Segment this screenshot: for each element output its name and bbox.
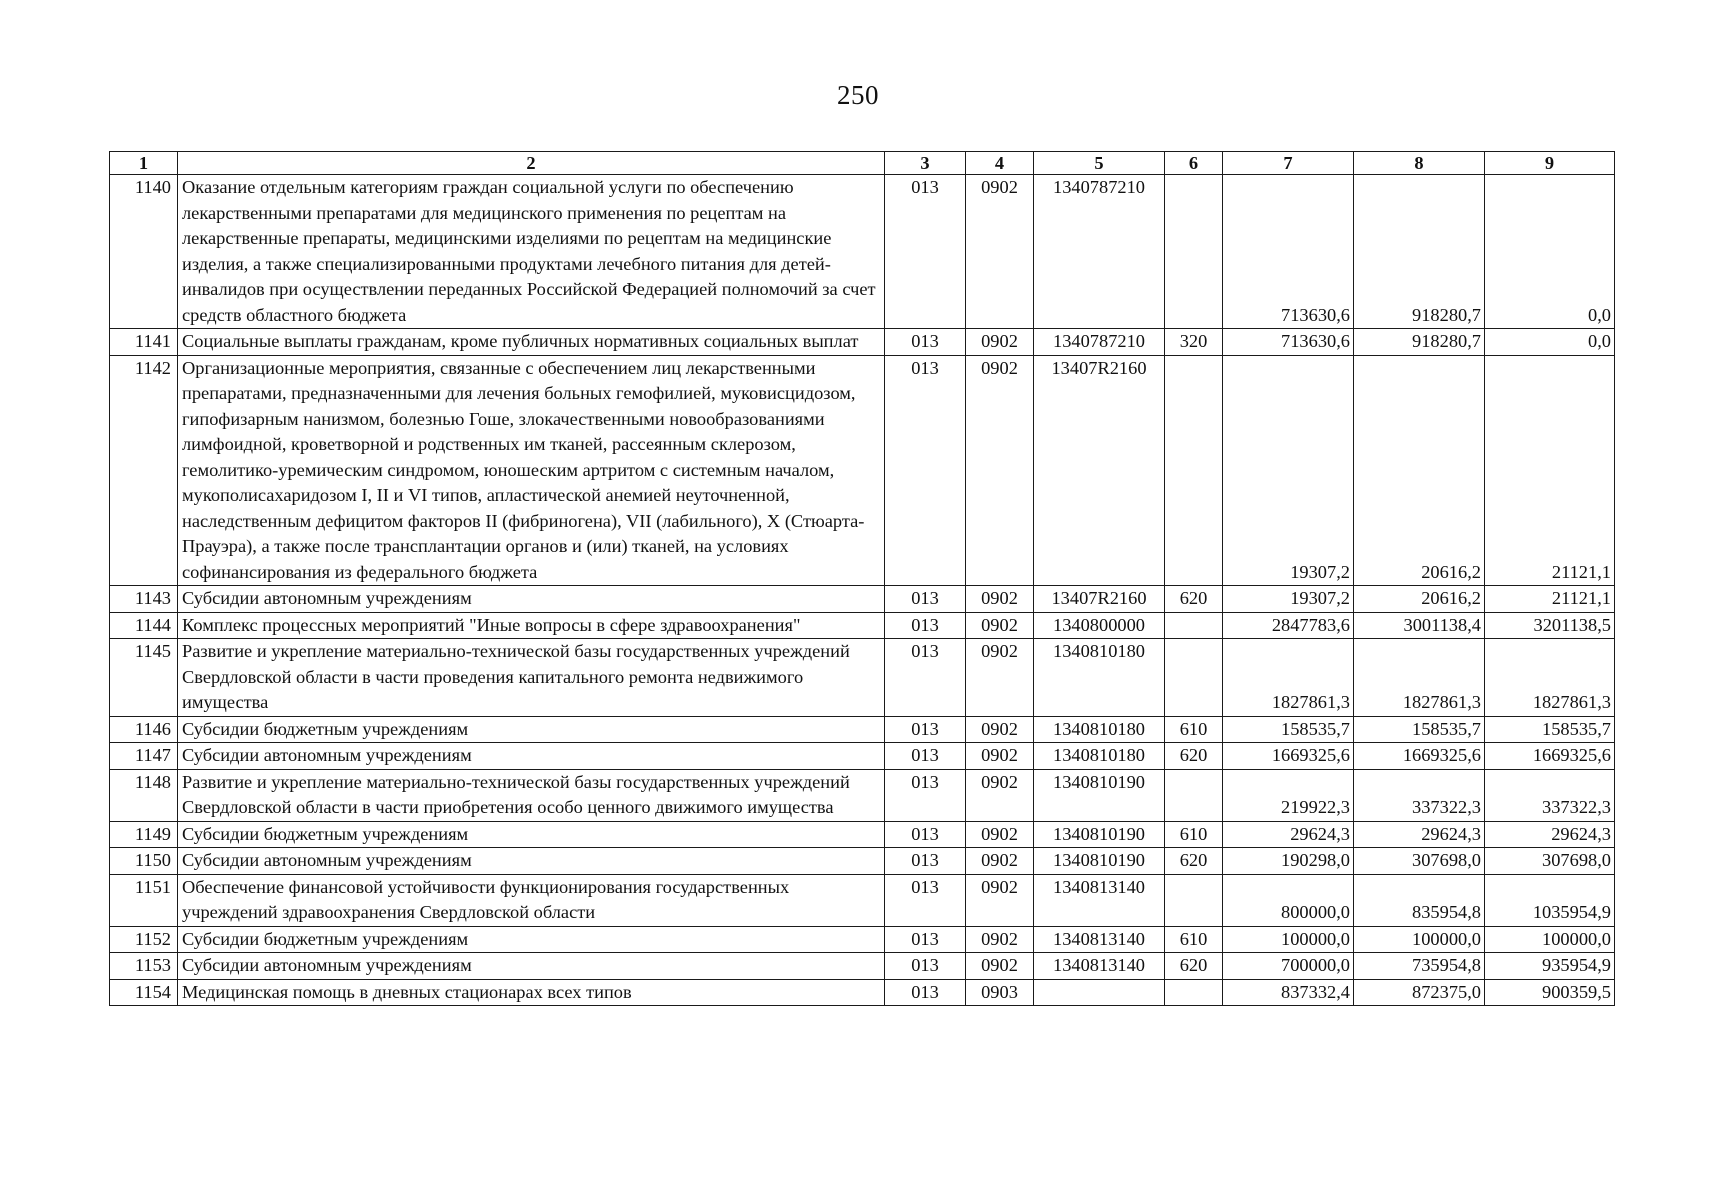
amount-year-1: 19307,2 bbox=[1223, 355, 1354, 586]
ministry-code: 013 bbox=[885, 979, 966, 1006]
table-row bbox=[110, 612, 1615, 639]
row-number: 1148 bbox=[110, 769, 178, 821]
amount-year-1: 713630,6 bbox=[1223, 329, 1354, 356]
target-article-code: 1340800000 bbox=[1034, 612, 1165, 639]
table-row bbox=[110, 586, 1615, 613]
table-header bbox=[110, 152, 1615, 175]
table-row bbox=[110, 926, 1615, 953]
row-number: 1146 bbox=[110, 716, 178, 743]
amount-year-2: 918280,7 bbox=[1354, 329, 1485, 356]
amount-year-2: 835954,8 bbox=[1354, 874, 1485, 926]
ministry-code: 013 bbox=[885, 329, 966, 356]
ministry-code: 013 bbox=[885, 874, 966, 926]
amount-year-3: 21121,1 bbox=[1485, 355, 1615, 586]
column-header: 2 bbox=[178, 152, 885, 175]
header-row bbox=[110, 152, 1615, 175]
amount-year-1: 1827861,3 bbox=[1223, 639, 1354, 717]
amount-year-1: 100000,0 bbox=[1223, 926, 1354, 953]
amount-year-1: 19307,2 bbox=[1223, 586, 1354, 613]
row-number: 1152 bbox=[110, 926, 178, 953]
amount-year-2: 20616,2 bbox=[1354, 355, 1485, 586]
ministry-code: 013 bbox=[885, 175, 966, 329]
amount-year-3: 1035954,9 bbox=[1485, 874, 1615, 926]
table-row bbox=[110, 175, 1615, 329]
amount-year-1: 1669325,6 bbox=[1223, 743, 1354, 770]
expense-type-code bbox=[1165, 175, 1223, 329]
target-article-code: 1340813140 bbox=[1034, 953, 1165, 980]
amount-year-3: 29624,3 bbox=[1485, 821, 1615, 848]
budget-table bbox=[109, 151, 1615, 1006]
table-row bbox=[110, 848, 1615, 875]
amount-year-3: 337322,3 bbox=[1485, 769, 1615, 821]
target-article-code: 13407R2160 bbox=[1034, 586, 1165, 613]
expense-type-code: 620 bbox=[1165, 743, 1223, 770]
target-article-code: 1340787210 bbox=[1034, 329, 1165, 356]
section-code: 0902 bbox=[966, 329, 1034, 356]
ministry-code: 013 bbox=[885, 848, 966, 875]
table-row bbox=[110, 743, 1615, 770]
section-code: 0902 bbox=[966, 821, 1034, 848]
amount-year-3: 0,0 bbox=[1485, 329, 1615, 356]
column-header: 9 bbox=[1485, 152, 1615, 175]
expense-name: Обеспечение финансовой устойчивости функционирования государственных учреждений здравоохранения Свердловской области bbox=[178, 874, 885, 926]
target-article-code: 1340810190 bbox=[1034, 848, 1165, 875]
amount-year-3: 3201138,5 bbox=[1485, 612, 1615, 639]
row-number: 1142 bbox=[110, 355, 178, 586]
amount-year-1: 800000,0 bbox=[1223, 874, 1354, 926]
table-body bbox=[110, 175, 1615, 1006]
target-article-code: 1340810180 bbox=[1034, 743, 1165, 770]
expense-name: Развитие и укрепление материально-технической базы государственных учреждений Свердловской области в части проведения капитального ремонта недвижимого имущества bbox=[178, 639, 885, 717]
column-header: 8 bbox=[1354, 152, 1485, 175]
target-article-code: 1340813140 bbox=[1034, 926, 1165, 953]
amount-year-2: 337322,3 bbox=[1354, 769, 1485, 821]
target-article-code: 13407R2160 bbox=[1034, 355, 1165, 586]
expense-type-code bbox=[1165, 769, 1223, 821]
amount-year-1: 2847783,6 bbox=[1223, 612, 1354, 639]
section-code: 0902 bbox=[966, 586, 1034, 613]
amount-year-1: 190298,0 bbox=[1223, 848, 1354, 875]
amount-year-3: 158535,7 bbox=[1485, 716, 1615, 743]
row-number: 1153 bbox=[110, 953, 178, 980]
expense-name: Субсидии автономным учреждениям bbox=[178, 743, 885, 770]
amount-year-1: 713630,6 bbox=[1223, 175, 1354, 329]
expense-type-code bbox=[1165, 355, 1223, 586]
ministry-code: 013 bbox=[885, 743, 966, 770]
table-row bbox=[110, 874, 1615, 926]
amount-year-2: 20616,2 bbox=[1354, 586, 1485, 613]
expense-type-code: 610 bbox=[1165, 926, 1223, 953]
expense-type-code bbox=[1165, 979, 1223, 1006]
amount-year-3: 1827861,3 bbox=[1485, 639, 1615, 717]
target-article-code: 1340787210 bbox=[1034, 175, 1165, 329]
amount-year-2: 1669325,6 bbox=[1354, 743, 1485, 770]
row-number: 1151 bbox=[110, 874, 178, 926]
target-article-code: 1340810190 bbox=[1034, 821, 1165, 848]
ministry-code: 013 bbox=[885, 612, 966, 639]
amount-year-1: 837332,4 bbox=[1223, 979, 1354, 1006]
row-number: 1145 bbox=[110, 639, 178, 717]
expense-name: Субсидии автономным учреждениям bbox=[178, 953, 885, 980]
expense-type-code: 620 bbox=[1165, 586, 1223, 613]
amount-year-1: 700000,0 bbox=[1223, 953, 1354, 980]
section-code: 0902 bbox=[966, 848, 1034, 875]
expense-name: Развитие и укрепление материально-технической базы государственных учреждений Свердловской области в части приобретения особо ценного движимого имущества bbox=[178, 769, 885, 821]
expense-name: Медицинская помощь в дневных стационарах всех типов bbox=[178, 979, 885, 1006]
column-header: 7 bbox=[1223, 152, 1354, 175]
amount-year-2: 100000,0 bbox=[1354, 926, 1485, 953]
table-row bbox=[110, 979, 1615, 1006]
amount-year-2: 158535,7 bbox=[1354, 716, 1485, 743]
expense-name: Оказание отдельным категориям граждан социальной услуги по обеспечению лекарственными препаратами для медицинского применения по рецептам на лекарственные препараты, медицинскими изделиями по рецептам на медицинские изделия, а также специализированными продуктами лечебного питания для детей-инвалидов при осуществлении переданных Российской Федерацией полномочий за счет средств областного бюджета bbox=[178, 175, 885, 329]
expense-type-code: 620 bbox=[1165, 953, 1223, 980]
row-number: 1149 bbox=[110, 821, 178, 848]
expense-type-code: 610 bbox=[1165, 716, 1223, 743]
amount-year-3: 935954,9 bbox=[1485, 953, 1615, 980]
row-number: 1140 bbox=[110, 175, 178, 329]
table-row bbox=[110, 953, 1615, 980]
amount-year-3: 1669325,6 bbox=[1485, 743, 1615, 770]
expense-name: Субсидии бюджетным учреждениям bbox=[178, 821, 885, 848]
target-article-code: 1340810180 bbox=[1034, 639, 1165, 717]
row-number: 1143 bbox=[110, 586, 178, 613]
amount-year-2: 3001138,4 bbox=[1354, 612, 1485, 639]
amount-year-2: 735954,8 bbox=[1354, 953, 1485, 980]
column-header: 1 bbox=[110, 152, 178, 175]
section-code: 0902 bbox=[966, 612, 1034, 639]
section-code: 0903 bbox=[966, 979, 1034, 1006]
section-code: 0902 bbox=[966, 926, 1034, 953]
amount-year-2: 29624,3 bbox=[1354, 821, 1485, 848]
target-article-code: 1340813140 bbox=[1034, 874, 1165, 926]
table-row bbox=[110, 716, 1615, 743]
expense-name: Субсидии бюджетным учреждениям bbox=[178, 716, 885, 743]
expense-name: Организационные мероприятия, связанные с обеспечением лиц лекарственными препаратами, предназначенными для лечения больных гемофилией, муковисцидозом, гипофизарным нанизмом, болезнью Гоше, злокачественными новообразованиями лимфоидной, кроветворной и родственных им тканей, рассеянным склерозом, гемолитико-уремическим синдромом, юношеским артритом с системным началом, мукополисахаридозом I, II и VI типов, апластической анемией неуточненной, наследственным дефицитом факторов II (фибриногена), VII (лабильного), X (Стюарта-Прауэра), а также после трансплантации органов и (или) тканей, на условиях софинансирования из федерального бюджета bbox=[178, 355, 885, 586]
ministry-code: 013 bbox=[885, 716, 966, 743]
ministry-code: 013 bbox=[885, 355, 966, 586]
expense-type-code bbox=[1165, 639, 1223, 717]
table-row bbox=[110, 639, 1615, 717]
ministry-code: 013 bbox=[885, 769, 966, 821]
section-code: 0902 bbox=[966, 639, 1034, 717]
expense-name: Комплекс процессных мероприятий "Иные вопросы в сфере здравоохранения" bbox=[178, 612, 885, 639]
expense-type-code bbox=[1165, 874, 1223, 926]
section-code: 0902 bbox=[966, 716, 1034, 743]
amount-year-3: 307698,0 bbox=[1485, 848, 1615, 875]
table-row bbox=[110, 821, 1615, 848]
amount-year-3: 0,0 bbox=[1485, 175, 1615, 329]
ministry-code: 013 bbox=[885, 586, 966, 613]
amount-year-3: 100000,0 bbox=[1485, 926, 1615, 953]
table-row bbox=[110, 329, 1615, 356]
row-number: 1144 bbox=[110, 612, 178, 639]
row-number: 1141 bbox=[110, 329, 178, 356]
amount-year-2: 307698,0 bbox=[1354, 848, 1485, 875]
section-code: 0902 bbox=[966, 175, 1034, 329]
column-header: 6 bbox=[1165, 152, 1223, 175]
expense-name: Субсидии автономным учреждениям bbox=[178, 586, 885, 613]
section-code: 0902 bbox=[966, 743, 1034, 770]
target-article-code: 1340810180 bbox=[1034, 716, 1165, 743]
table-row bbox=[110, 355, 1615, 586]
ministry-code: 013 bbox=[885, 926, 966, 953]
expense-name: Субсидии автономным учреждениям bbox=[178, 848, 885, 875]
amount-year-2: 1827861,3 bbox=[1354, 639, 1485, 717]
column-header: 5 bbox=[1034, 152, 1165, 175]
row-number: 1150 bbox=[110, 848, 178, 875]
amount-year-3: 900359,5 bbox=[1485, 979, 1615, 1006]
page-number: 250 bbox=[837, 80, 879, 110]
column-header: 4 bbox=[966, 152, 1034, 175]
amount-year-1: 219922,3 bbox=[1223, 769, 1354, 821]
section-code: 0902 bbox=[966, 953, 1034, 980]
expense-type-code bbox=[1165, 612, 1223, 639]
expense-type-code: 320 bbox=[1165, 329, 1223, 356]
section-code: 0902 bbox=[966, 874, 1034, 926]
row-number: 1147 bbox=[110, 743, 178, 770]
expense-type-code: 610 bbox=[1165, 821, 1223, 848]
expense-name: Субсидии бюджетным учреждениям bbox=[178, 926, 885, 953]
amount-year-1: 158535,7 bbox=[1223, 716, 1354, 743]
amount-year-2: 872375,0 bbox=[1354, 979, 1485, 1006]
ministry-code: 013 bbox=[885, 953, 966, 980]
amount-year-3: 21121,1 bbox=[1485, 586, 1615, 613]
target-article-code bbox=[1034, 979, 1165, 1006]
column-header: 3 bbox=[885, 152, 966, 175]
expense-name: Социальные выплаты гражданам, кроме публичных нормативных социальных выплат bbox=[178, 329, 885, 356]
target-article-code: 1340810190 bbox=[1034, 769, 1165, 821]
expense-type-code: 620 bbox=[1165, 848, 1223, 875]
amount-year-2: 918280,7 bbox=[1354, 175, 1485, 329]
ministry-code: 013 bbox=[885, 821, 966, 848]
row-number: 1154 bbox=[110, 979, 178, 1006]
ministry-code: 013 bbox=[885, 639, 966, 717]
section-code: 0902 bbox=[966, 355, 1034, 586]
section-code: 0902 bbox=[966, 769, 1034, 821]
amount-year-1: 29624,3 bbox=[1223, 821, 1354, 848]
table-row bbox=[110, 769, 1615, 821]
